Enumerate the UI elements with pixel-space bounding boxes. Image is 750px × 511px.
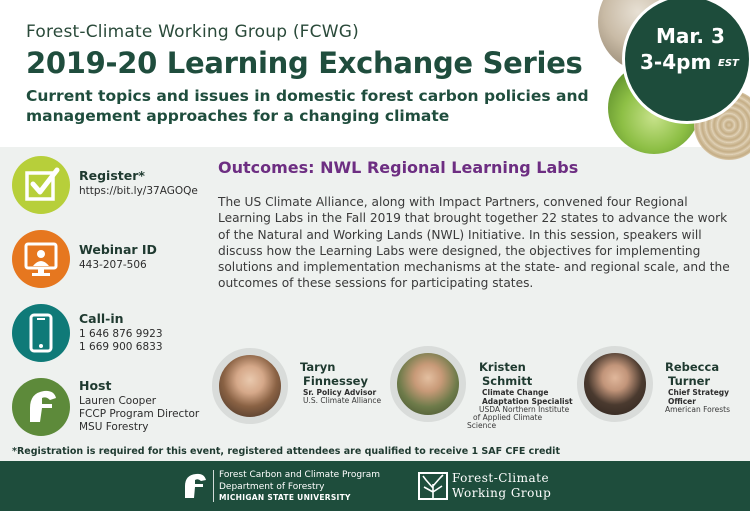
phone-icon [12, 304, 70, 362]
speaker-photo [390, 346, 466, 422]
speaker-role: Officer [668, 397, 696, 406]
msu-spartan-logo-icon [182, 472, 208, 500]
footer-university: MICHIGAN STATE UNIVERSITY [219, 493, 351, 502]
speaker-org: Science [467, 421, 497, 430]
register-title: Register* [79, 168, 145, 183]
checkbox-icon [12, 156, 70, 214]
webinar-id: 443-207-506 [79, 259, 147, 271]
speaker-org: USDA Northern Institute [479, 405, 570, 414]
series-subtitle: Current topics and issues in domestic forest carbon policies and management approaches for a changing climate [26, 87, 589, 125]
host-org: MSU Forestry [79, 421, 149, 433]
callin-phone-2: 1 669 900 6833 [79, 341, 163, 353]
spartan-helmet-icon [12, 378, 70, 436]
footer-bar [0, 461, 750, 511]
event-time: 3-4pm [640, 50, 712, 74]
host-title: Host [79, 378, 112, 393]
speaker-last-name: Schmitt [482, 374, 533, 388]
footer-group-line2: Working Group [452, 486, 552, 500]
footer-program: Forest Carbon and Climate Program [219, 470, 381, 480]
org-name: Forest-Climate Working Group (FCWG) [26, 22, 359, 42]
speaker-first-name: Taryn [300, 360, 336, 374]
speaker-first-name: Rebecca [665, 360, 720, 374]
callin-title: Call-in [79, 311, 124, 326]
host-name: Lauren Cooper [79, 395, 157, 407]
speaker-photo [212, 348, 288, 424]
callin-phone-1: 1 646 876 9923 [79, 328, 163, 340]
series-title: 2019-20 Learning Exchange Series [26, 46, 583, 80]
speaker-photo [577, 346, 653, 422]
session-heading: Outcomes: NWL Regional Learning Labs [218, 158, 579, 177]
event-date: Mar. 3 [656, 24, 725, 48]
speaker-org: of Applied Climate [473, 413, 543, 422]
webinar-icon [12, 230, 70, 288]
registration-footnote: *Registration is required for this event, registered attendees are qualified to receive 1 SAF CFE credit [12, 446, 560, 457]
speaker-role: Sr. Policy Advisor [303, 388, 377, 397]
speaker-org: U.S. Climate Alliance [303, 396, 382, 405]
footer-divider [213, 470, 214, 502]
register-link[interactable]: https://bit.ly/37AGOQe [79, 185, 198, 197]
host-role: FCCP Program Director [79, 408, 200, 420]
footer-department: Department of Forestry [219, 482, 325, 492]
speaker-role: Chief Strategy [668, 388, 730, 397]
speaker-last-name: Finnessey [303, 374, 368, 388]
speaker-org: American Forests [665, 405, 730, 414]
session-description: The US Climate Alliance, along with Impact Partners, convened four Regional Learning Labs in the Fall 2019 that brought together 22 states to advance the work of the Natural and Working Lands (NWL) Initiative. In this session, speakers will discuss how the Learning Labs were designed, the objectives for implementing solutions and implementation mechanisms at the state- and regional scale, and the outcomes of these sessions for participating states. [218, 195, 730, 291]
speaker-role: Adaptation Specialist [482, 397, 573, 406]
speaker-first-name: Kristen [479, 360, 526, 374]
tree-logo-icon [418, 472, 448, 500]
footer-group-line1: Forest-Climate [452, 471, 550, 485]
event-timezone: EST [718, 58, 739, 69]
speaker-last-name: Turner [668, 374, 711, 388]
webinar-title: Webinar ID [79, 242, 157, 257]
speaker-role: Climate Change [482, 388, 549, 397]
